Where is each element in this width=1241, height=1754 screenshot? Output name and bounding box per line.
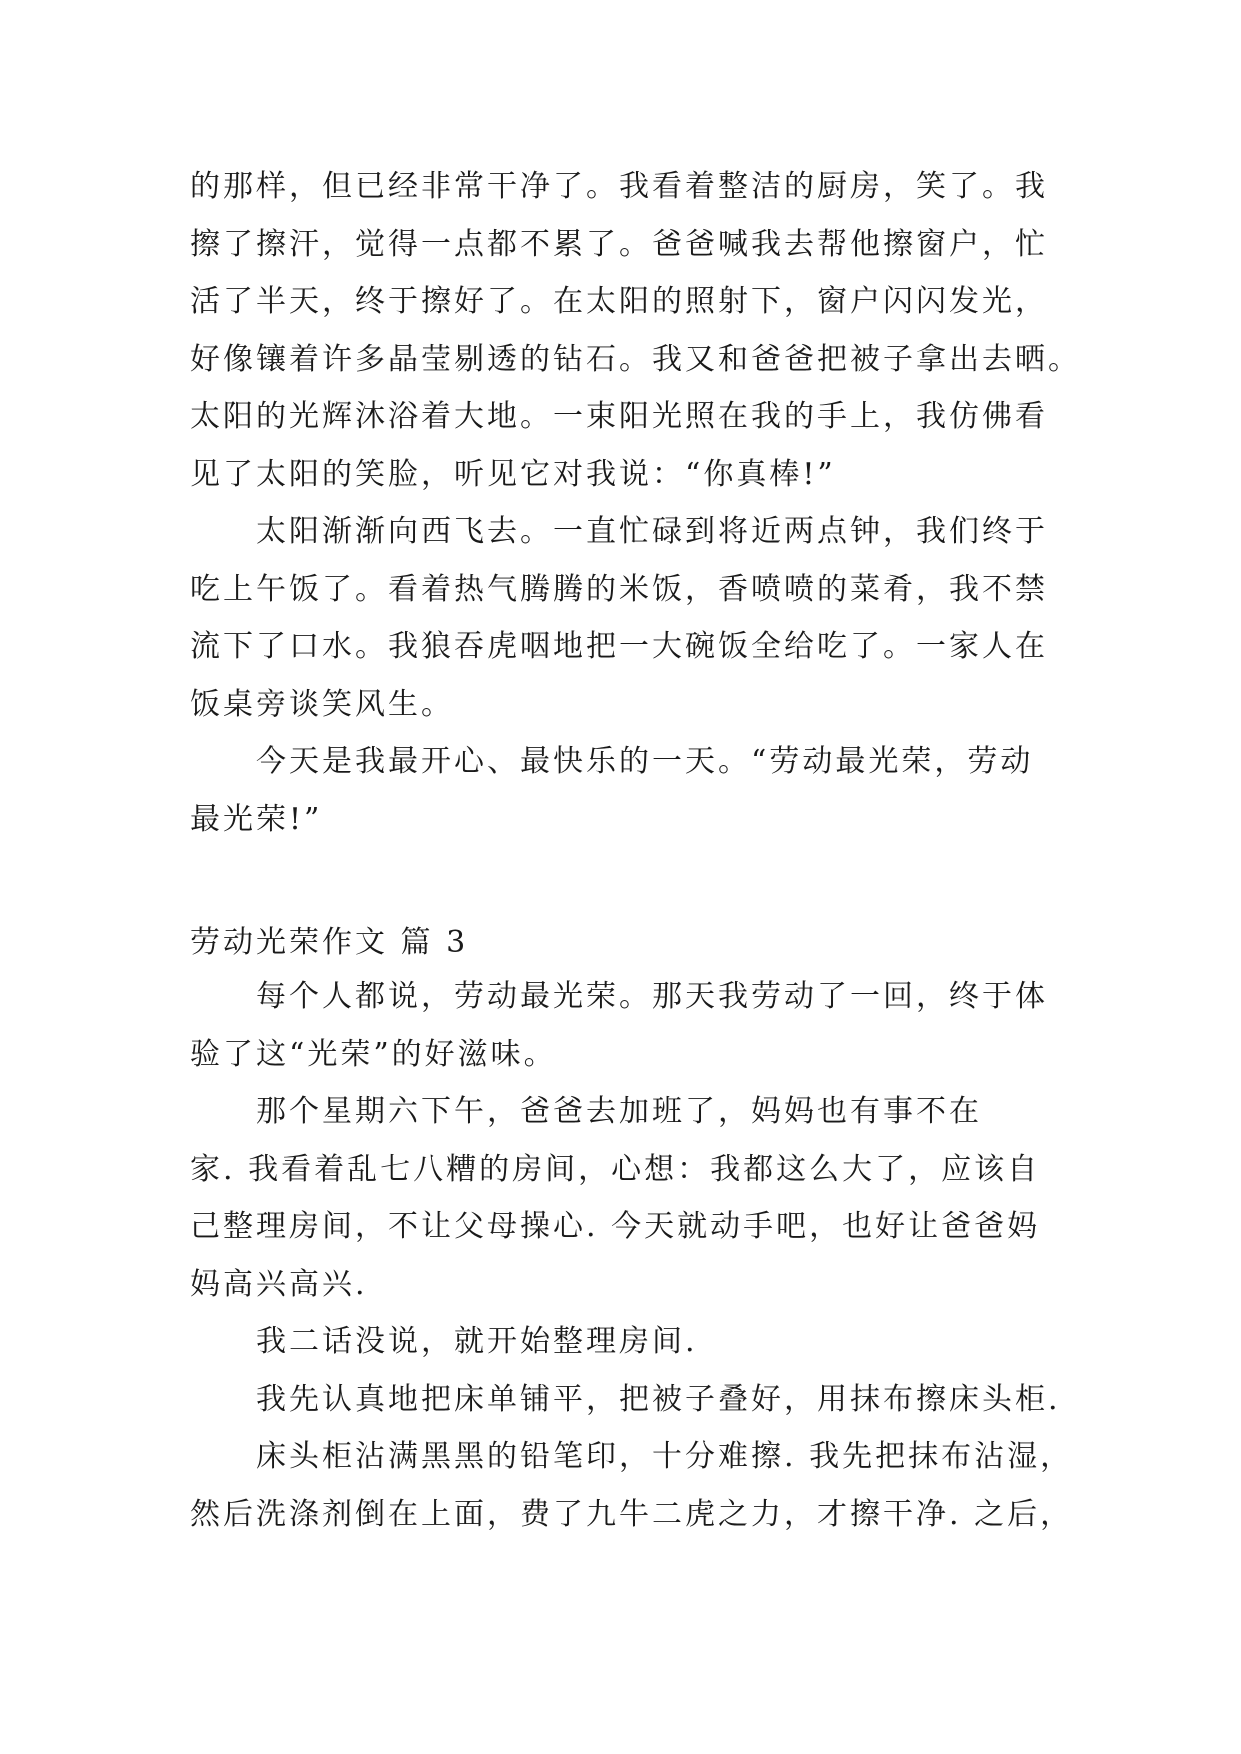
- text-line: 每个人都说，劳动最光荣。那天我劳动了一回，终于体: [190, 979, 1048, 1014]
- text-line: 家. 我看着乱七八糟的房间，心想：我都这么大了，应该自: [190, 1151, 1041, 1187]
- text-line: 我先认真地把床单铺平，把被子叠好，用抹布擦床头柜.: [190, 1381, 1061, 1417]
- text-line: 今天是我最开心、最快乐的一天。“劳动最光荣，劳动: [190, 744, 1034, 779]
- body-text-part1: [190, 158, 1081, 848]
- text-line: 验了这“光荣”的好滋味。: [190, 1036, 557, 1072]
- text-line: 床头柜沾满黑黑的铅笔印，十分难擦. 我先把抹布沾湿，: [190, 1439, 1074, 1474]
- text-line: 己整理房间，不让父母操心. 今天就动手吧，也好让爸爸妈: [190, 1209, 1041, 1244]
- text-line: 擦了擦汗，觉得一点都不累了。爸爸喊我去帮他擦窗户，忙: [190, 226, 1048, 262]
- text-line: 太阳渐渐向西飞去。一直忙碌到将近两点钟，我们终于: [190, 514, 1048, 549]
- text-line: 妈高兴高兴.: [190, 1266, 368, 1302]
- text-line: 然后洗涤剂倒在上面，费了九牛二虎之力，才擦干净. 之后，: [190, 1496, 1074, 1532]
- text-line: 活了半天，终于擦好了。在太阳的照射下，窗户闪闪发光，: [190, 284, 1048, 319]
- text-line: 见了太阳的笑脸，听见它对我说：“你真棒!”: [190, 456, 836, 492]
- text-line: 饭桌旁谈笑风生。: [190, 686, 454, 722]
- text-line: 最光荣!”: [190, 801, 323, 837]
- text-line: 好像镶着许多晶莹剔透的钻石。我又和爸爸把被子拿出去晒。: [190, 341, 1081, 377]
- text-line: 吃上午饭了。看着热气腾腾的米饭，香喷喷的菜肴，我不禁: [190, 571, 1048, 607]
- text-line: 太阳的光辉沐浴着大地。一束阳光照在我的手上，我仿佛看: [190, 399, 1048, 434]
- section-heading: 劳动光荣作文 篇 3: [190, 925, 469, 960]
- text-line: 那个星期六下午，爸爸去加班了，妈妈也有事不在: [190, 1094, 982, 1129]
- body-text-part2: [190, 968, 1074, 1543]
- text-line: 流下了口水。我狼吞虎咽地把一大碗饭全给吃了。一家人在: [190, 629, 1048, 664]
- text-line: 的那样，但已经非常干净了。我看着整洁的厨房，笑了。我: [190, 169, 1048, 204]
- text-line: 我二话没说，就开始整理房间.: [190, 1324, 698, 1359]
